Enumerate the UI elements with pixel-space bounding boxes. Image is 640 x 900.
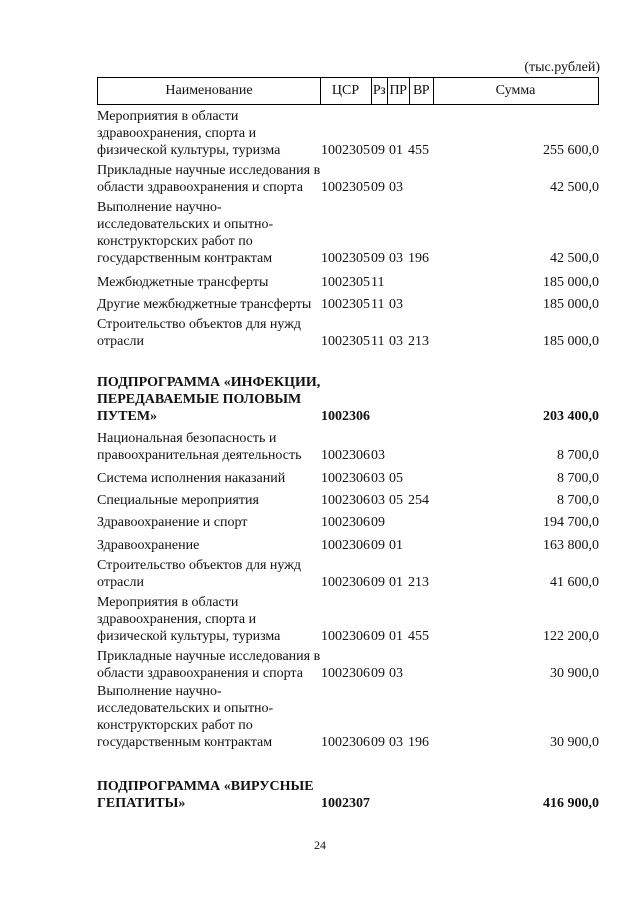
- unit-note: (тыс.рублей): [524, 60, 600, 75]
- row-sum: 185 000,0: [543, 297, 599, 312]
- row-csr: 1002306: [321, 735, 370, 750]
- row-sum: 30 900,0: [550, 666, 599, 681]
- row-sum: 255 600,0: [543, 143, 599, 158]
- row-pr: 03: [389, 334, 403, 349]
- row-pr: 01: [389, 575, 403, 590]
- table-row: [97, 296, 599, 313]
- table-row: [97, 514, 599, 531]
- row-sum: 185 000,0: [543, 275, 599, 290]
- row-sum: 8 700,0: [557, 448, 599, 463]
- row-rz: 09: [371, 629, 385, 644]
- row-name: Прикладные научные исследования в области здравоохранения и спорта: [97, 649, 321, 681]
- row-rz: 09: [371, 251, 385, 266]
- table-row: [97, 200, 599, 267]
- table-header: [97, 77, 599, 105]
- row-rz: 03: [371, 493, 385, 508]
- table-row: [97, 470, 599, 487]
- row-name: Национальная безопасность и правоохранительная деятельность: [97, 431, 302, 463]
- page-number: 24: [314, 838, 326, 852]
- table-row: [97, 274, 599, 291]
- row-pr: 01: [389, 143, 403, 158]
- row-csr: 1002305: [321, 275, 370, 290]
- row-pr: 03: [389, 180, 403, 195]
- row-vr: 254: [408, 493, 429, 508]
- row-sum: 41 600,0: [550, 575, 599, 590]
- row-pr: 01: [389, 629, 403, 644]
- table-row: [97, 649, 599, 682]
- row-name: Строительство объектов для нужд отрасли: [97, 317, 302, 349]
- row-name: Специальные мероприятия: [97, 493, 259, 508]
- row-pr: 01: [389, 538, 403, 553]
- row-name: ПОДПРОГРАММА «ВИРУСНЫЕ ГЕПАТИТЫ»: [97, 779, 314, 811]
- row-sum: 42 500,0: [550, 251, 599, 266]
- row-name: Мероприятия в области здравоохранения, спорта и физической культуры, туризма: [97, 595, 281, 644]
- row-csr: 1002306: [321, 409, 370, 424]
- row-vr: 213: [408, 334, 429, 349]
- row-sum: 163 800,0: [543, 538, 599, 553]
- row-vr: 196: [408, 735, 429, 750]
- header-pr: ПР: [389, 83, 407, 98]
- row-pr: 05: [389, 471, 403, 486]
- row-csr: 1002306: [321, 471, 370, 486]
- row-rz: 03: [371, 448, 385, 463]
- row-csr: 1002306: [321, 448, 370, 463]
- row-name: Система исполнения наказаний: [97, 471, 286, 486]
- row-pr: 03: [389, 735, 403, 750]
- header-csr: ЦСР: [331, 83, 360, 98]
- row-name: Другие межбюджетные трансферты: [97, 297, 312, 312]
- row-sum: 203 400,0: [543, 409, 599, 424]
- row-rz: 09: [371, 180, 385, 195]
- row-rz: 11: [371, 334, 385, 349]
- row-csr: 1002306: [321, 666, 370, 681]
- header-rz: Рз: [372, 83, 386, 98]
- row-csr: 1002306: [321, 575, 370, 590]
- row-sum: 194 700,0: [543, 515, 599, 530]
- row-name: Строительство объектов для нужд отрасли: [97, 558, 302, 590]
- row-csr: 1002306: [321, 538, 370, 553]
- row-sum: 8 700,0: [557, 493, 599, 508]
- row-sum: 416 900,0: [543, 796, 599, 811]
- row-sum: 42 500,0: [550, 180, 599, 195]
- row-pr: 03: [389, 666, 403, 681]
- row-pr: 03: [389, 297, 403, 312]
- row-name: ПОДПРОГРАММА «ИНФЕКЦИИ, ПЕРЕДАВАЕМЫЕ ПОЛОВЫМ ПУТЕМ»: [97, 375, 321, 424]
- row-csr: 1002305: [321, 334, 370, 349]
- row-sum: 30 900,0: [550, 735, 599, 750]
- table-row: [97, 684, 599, 751]
- row-name: Здравоохранение: [97, 538, 200, 553]
- row-rz: 09: [371, 515, 385, 530]
- row-csr: 1002305: [321, 297, 370, 312]
- table-row: [97, 537, 599, 554]
- table-row: [97, 433, 599, 464]
- row-rz: 09: [371, 538, 385, 553]
- row-csr: 1002306: [321, 493, 370, 508]
- table-row: [97, 492, 599, 509]
- row-vr: 455: [408, 143, 429, 158]
- table-row: [97, 163, 599, 196]
- table-row-subprogram: [97, 780, 599, 812]
- row-csr: 1002305: [321, 180, 370, 195]
- row-csr: 1002306: [321, 515, 370, 530]
- header-vr: ВР: [412, 83, 430, 98]
- table-row-subprogram: [97, 375, 599, 425]
- table-row: [97, 558, 599, 591]
- row-name: Прикладные научные исследования в области здравоохранения и спорта: [97, 163, 321, 195]
- row-vr: 455: [408, 629, 429, 644]
- row-rz: 11: [371, 297, 385, 312]
- row-name: Здравоохранение и спорт: [97, 515, 248, 530]
- header-sum: Сумма: [495, 83, 536, 98]
- row-rz: 09: [371, 666, 385, 681]
- row-rz: 03: [371, 471, 385, 486]
- row-name: Выполнение научно-исследовательских и опытно-конструкторских работ по государственным контрактам: [97, 684, 274, 750]
- row-sum: 8 700,0: [557, 471, 599, 486]
- table-row: [97, 109, 599, 159]
- table-row: [97, 317, 599, 350]
- row-csr: 1002305: [321, 251, 370, 266]
- row-sum: 185 000,0: [543, 334, 599, 349]
- header-name: Наименование: [165, 83, 253, 98]
- row-sum: 122 200,0: [543, 629, 599, 644]
- row-name: Мероприятия в области здравоохранения, спорта и физической культуры, туризма: [97, 109, 281, 158]
- row-rz: 11: [371, 275, 385, 290]
- row-rz: 09: [371, 575, 385, 590]
- row-rz: 09: [371, 143, 385, 158]
- row-rz: 09: [371, 735, 385, 750]
- row-pr: 05: [389, 493, 403, 508]
- row-pr: 03: [389, 251, 403, 266]
- row-csr: 1002305: [321, 143, 370, 158]
- row-vr: 213: [408, 575, 429, 590]
- row-csr: 1002306: [321, 629, 370, 644]
- row-name: Выполнение научно-исследовательских и опытно-конструкторских работ по государственным контрактам: [97, 200, 274, 266]
- row-csr: 1002307: [321, 796, 370, 811]
- row-name: Межбюджетные трансферты: [97, 275, 269, 290]
- row-vr: 196: [408, 251, 429, 266]
- table-row: [97, 595, 599, 645]
